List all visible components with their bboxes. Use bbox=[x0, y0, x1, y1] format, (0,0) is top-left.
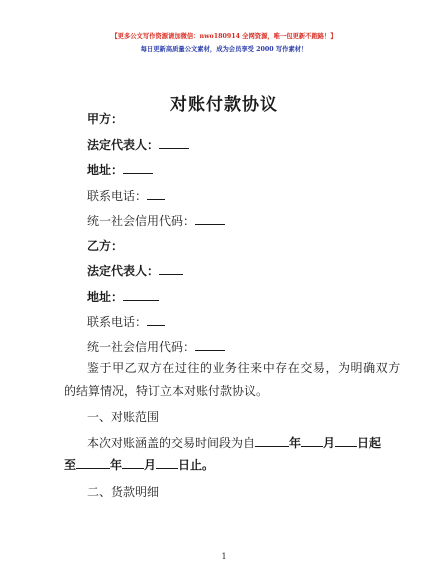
party-b-phone bbox=[87, 314, 165, 330]
start-year-unit: 年 bbox=[289, 436, 302, 450]
party-a-address-label: 地址： bbox=[87, 163, 124, 177]
party-b-credit-code bbox=[87, 339, 225, 355]
party-b-legal-rep-label: 法定代表人： bbox=[87, 264, 160, 278]
section1-line1 bbox=[87, 435, 381, 451]
section1-heading: 一、对账范围 bbox=[87, 410, 160, 424]
end-day-unit: 日止。 bbox=[178, 458, 215, 472]
end-year-unit: 年 bbox=[110, 458, 123, 472]
section1-line2 bbox=[64, 457, 214, 473]
promo-banner-line2: 每日更新高质量公文素材，成为会员享受 2000 写作素材！ bbox=[140, 46, 308, 53]
party-b-phone-label: 联系电话： bbox=[87, 315, 148, 329]
party-b-address-label: 地址： bbox=[87, 290, 124, 304]
party-a-credit-code-label: 统一社会信用代码： bbox=[87, 214, 196, 228]
party-a-address bbox=[87, 162, 153, 178]
start-year-blank bbox=[255, 435, 289, 447]
page-number: 1 bbox=[221, 552, 227, 561]
party-b-address-blank bbox=[123, 289, 159, 301]
party-a-legal-rep-blank bbox=[159, 137, 189, 149]
end-month-blank bbox=[122, 457, 144, 469]
party-a-phone-blank bbox=[147, 188, 165, 200]
section2-heading: 二、货款明细 bbox=[87, 485, 160, 499]
start-month-unit: 月 bbox=[323, 436, 336, 450]
end-date-prefix: 至 bbox=[64, 458, 77, 472]
party-a-phone-label: 联系电话： bbox=[87, 189, 148, 203]
party-a-legal-rep bbox=[87, 137, 189, 153]
party-b-legal-rep-blank bbox=[159, 263, 183, 275]
party-a-credit-code bbox=[87, 213, 225, 229]
intro-line1: 鉴于甲乙双方在过往的业务往来中存在交易，为明确双方 bbox=[87, 361, 401, 375]
party-b-credit-code-label: 统一社会信用代码： bbox=[87, 340, 196, 354]
document-title: 对账付款协议 bbox=[170, 95, 278, 115]
end-day-blank bbox=[156, 457, 178, 469]
party-b-label: 乙方： bbox=[87, 239, 124, 253]
party-a-address-blank bbox=[123, 162, 153, 174]
start-day-blank bbox=[335, 435, 357, 447]
party-b-legal-rep bbox=[87, 263, 183, 279]
party-a-credit-code-blank bbox=[195, 213, 225, 225]
party-b-credit-code-blank bbox=[195, 339, 225, 351]
section1-line1-text: 本次对账涵盖的交易时间段为自 bbox=[87, 436, 256, 450]
start-month-blank bbox=[301, 435, 323, 447]
party-b-address bbox=[87, 289, 159, 305]
end-year-blank bbox=[76, 457, 110, 469]
party-b-phone-blank bbox=[147, 314, 165, 326]
intro-line2: 的结算情况，特订立本对账付款协议。 bbox=[64, 384, 269, 398]
party-a-legal-rep-label: 法定代表人： bbox=[87, 138, 160, 152]
start-day-unit: 日起 bbox=[357, 436, 382, 450]
end-month-unit: 月 bbox=[144, 458, 157, 472]
party-a-phone bbox=[87, 188, 165, 204]
party-a-label: 甲方： bbox=[87, 112, 124, 126]
promo-banner-line1: 【更多公文写作资源请加微信：nwo180914 全网资源，唯一包更新不跑路！】 bbox=[111, 33, 337, 40]
